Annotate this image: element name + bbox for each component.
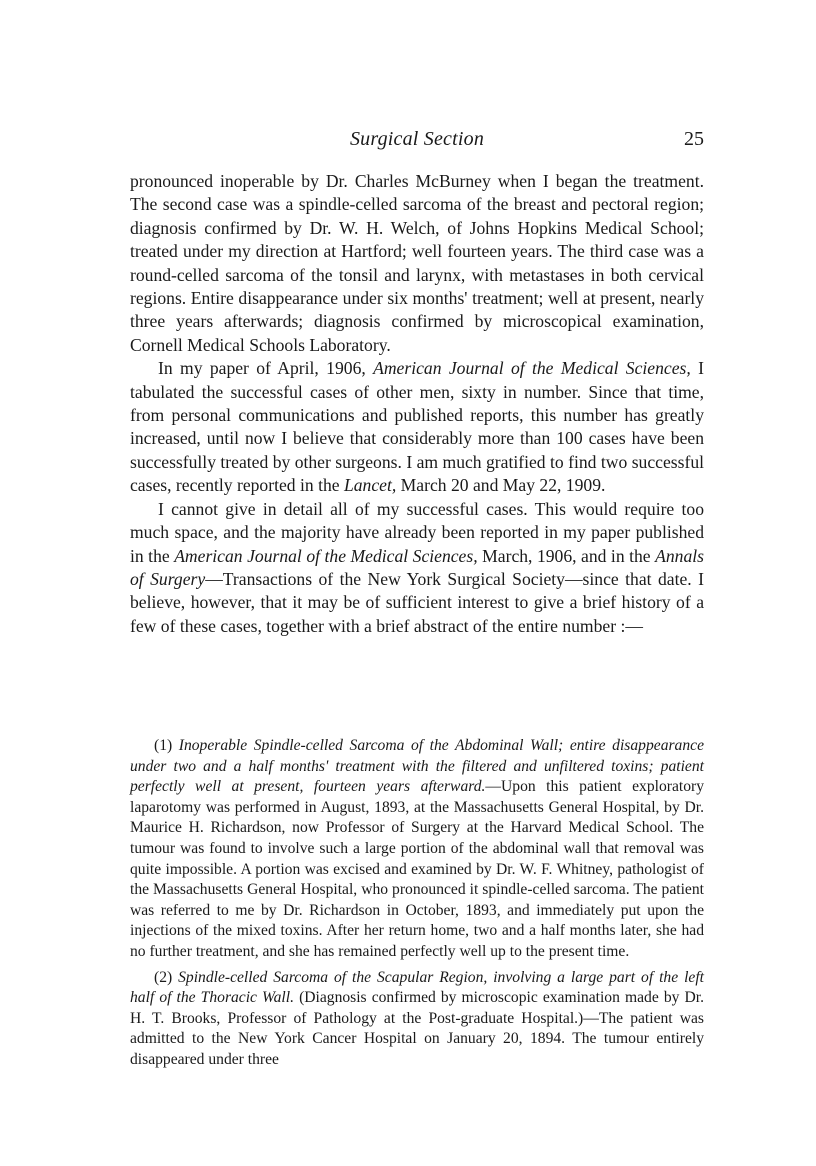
paragraph-continued: pronounced inoperable by Dr. Charles McBurney when I began the treatment. The second case was a spindle-celled sarcoma of the breast and pectoral region; diagnosis confirmed by Dr. W. H. Welch, of Johns Hopkins Medical School; treated under my direction at Hartford; well fourteen years. The third case was a round-celled sarcoma of the tonsil and larynx, with metastases in both cervical regions. Entire disappearance under six months' treatment; well at present, nearly three years afterwards; diagnosis confirmed by microscopical examination, Cornell Medical Schools Laboratory. [130,171,704,355]
page-number: 25 [684,128,704,150]
text-span: In my paper of April, 1906, [158,358,374,379]
running-title: Surgical Section [349,128,485,150]
paragraph-tabulated-cases [130,357,704,497]
body-text [130,170,704,638]
case-entry-2 [130,968,704,1071]
text-span: I cannot give in detail all of my successful cases. This would require too much space, and the majority have already been reported in my paper published in the [130,498,704,566]
case-text: —Upon this patient exploratory laparotomy was performed in August, 1893, at the Massachusetts General Hospital, by Dr. Maurice H. Richardson, now Professor of Surgery at the Harvard Medical School. The tumour was found to involve such a large portion of the abdominal wall that removal was quite impossible. A portion was excised and examined by Dr. W. F. Whitney, pathologist of the Massachusetts General Hospital, who pronounced it spindle-celled sarcoma. The patient was referred to me by Dr. Richardson in October, 1893, and immediately put upon the injections of the mixed toxins. After her return home, two and a half months later, she had no further treatment, and she has remained perfectly well up to the present time. [130,778,704,960]
journal-title: Lancet, [343,475,397,496]
paragraph-successful-cases [130,498,704,638]
case-text: (Diagnosis confirmed by microscopic examination made by Dr. H. T. Brooks, Professor of Pathology at the Post-graduate Hospital.)—The patient was admitted to the New York Cancer Hospital on January 20, 1894. The tumour entirely disappeared under three [130,989,704,1068]
page-header [130,128,704,156]
case-number: (2) [154,968,179,986]
text-span: March, 1906, and in the [477,545,656,566]
text-span: I tabulated the successful cases of other men, sixty in number. Since that time, from personal communications and published reports, this number has greatly increased, until now I believe that considerably more than 100 cases have been successfully treated by other surgeons. I am much gratified to find two successful cases, recently reported in the [130,358,704,496]
journal-title: American Journal of the Medical Sciences, [373,358,691,379]
text-span: —Transactions of the New York Surgical Society—since that date. I believe, however, that it may be of sufficient interest to give a brief history of a few of these cases, together with a brief abstract of the entire number :— [130,568,704,636]
journal-title: Annals of Surgery [130,545,704,589]
case-entry-1 [130,736,704,963]
text-span: March 20 and May 22, 1909. [396,475,606,496]
case-number: (1) [154,737,179,754]
journal-title: American Journal of the Medical Sciences, [174,545,478,566]
case-title: Spindle-celled Sarcoma of the Scapular Region, involving a large part of the left half of the Thoracic Wall. [130,968,704,1007]
case-histories [130,736,704,1076]
case-title: Inoperable Spindle-celled Sarcoma of the Abdominal Wall; entire disappearance under two and a half months' treatment with the filtered and unfiltered toxins; patient perfectly well at present, fourteen years afterward. [130,737,704,796]
